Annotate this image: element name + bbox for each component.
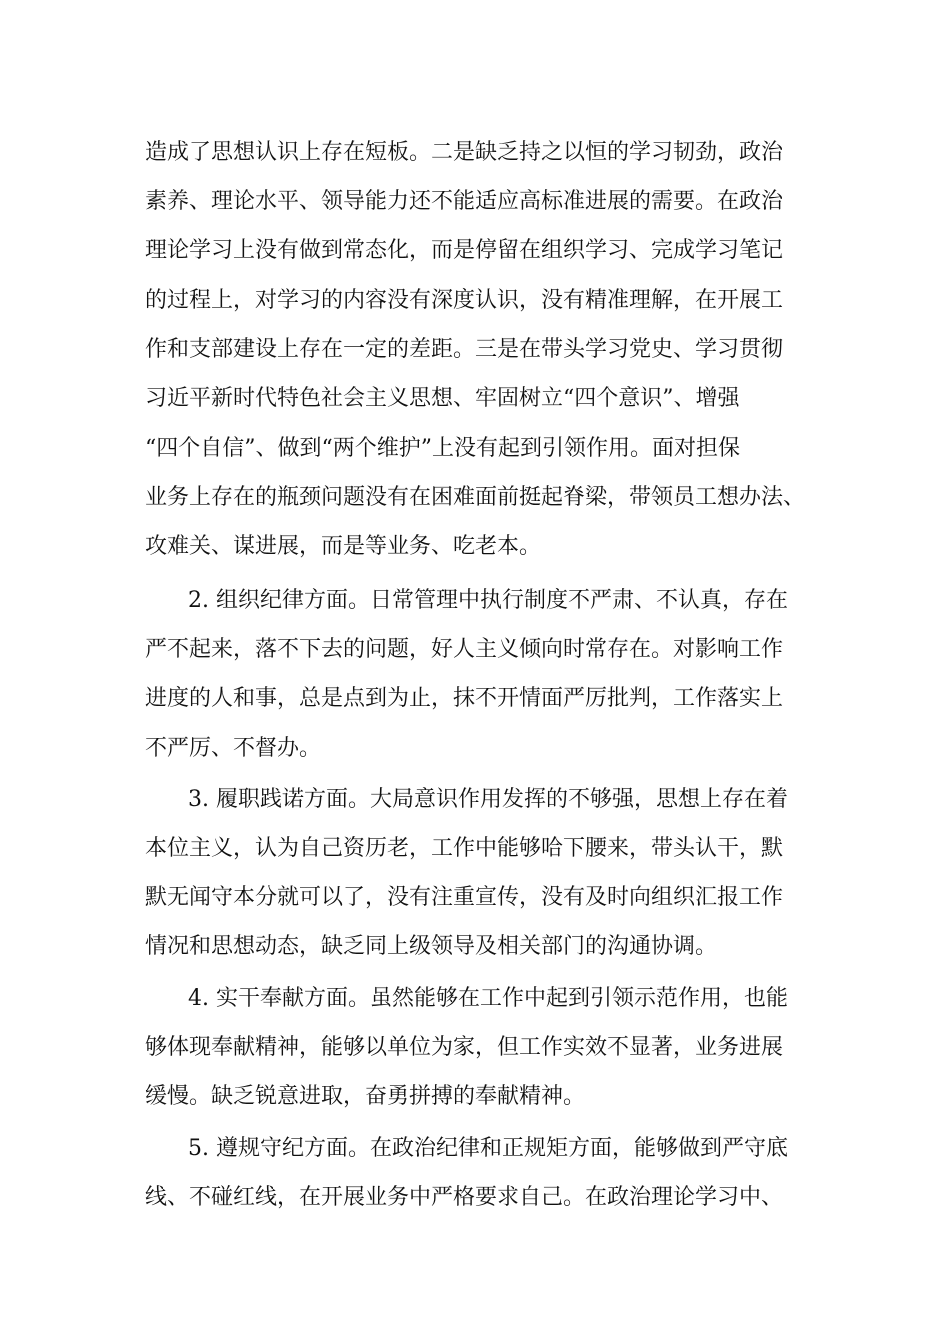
text-line: 严不起来，落不下去的问题，好人主义倾向时常存在。对影响工作 xyxy=(145,637,784,662)
text-line: 造成了思想认识上存在短板。二是缺乏持之以恒的学习韧劲，政治 xyxy=(145,140,784,165)
text-line: 够体现奉献精神，能够以单位为家，但工作实效不显著，业务进展 xyxy=(145,1035,784,1060)
text-line: 线、不碰红线，在开展业务中严格要求自己。在政治理论学习中、 xyxy=(145,1185,784,1210)
text-line: 不严厉、不督办。 xyxy=(145,736,322,761)
paragraph-heading-dedication: 4. 实干奉献方面。虽然能够在工作中起到引领示范作用，也能 xyxy=(188,986,788,1011)
text-line: 习近平新时代特色社会主义思想、牢固树立“四个意识”、增强 xyxy=(145,386,740,411)
text-line: 的过程上，对学习的内容没有深度认识，没有精准理解，在开展工 xyxy=(145,288,784,313)
text-line: 素养、理论水平、领导能力还不能适应高标准进展的需要。在政治 xyxy=(145,189,784,214)
text-line: 本位主义，认为自己资历老，工作中能够哈下腰来，带头认干，默 xyxy=(145,836,784,861)
text-line: 缓慢。缺乏锐意进取，奋勇拼搏的奉献精神。 xyxy=(145,1084,586,1109)
text-line: 默无闻守本分就可以了，没有注重宣传，没有及时向组织汇报工作 xyxy=(145,885,784,910)
text-line: 攻难关、谋进展，而是等业务、吃老本。 xyxy=(145,534,542,559)
text-line: 业务上存在的瓶颈问题没有在困难面前挺起脊梁，带领员工想办法、 xyxy=(145,485,806,510)
paragraph-heading-organization-discipline: 2. 组织纪律方面。日常管理中执行制度不严肃、不认真，存在 xyxy=(188,588,788,613)
paragraph-heading-duty-performance: 3. 履职践诺方面。大局意识作用发挥的不够强，思想上存在着 xyxy=(188,787,788,812)
text-line: 情况和思想动态，缺乏同上级领导及相关部门的沟通协调。 xyxy=(145,934,718,959)
text-line: 作和支部建设上存在一定的差距。三是在带头学习党史、学习贯彻 xyxy=(145,337,784,362)
text-line: 理论学习上没有做到常态化，而是停留在组织学习、完成学习笔记 xyxy=(145,238,784,263)
text-line: “四个自信”、做到“两个维护”上没有起到引领作用。面对担保 xyxy=(145,436,740,461)
text-line: 进度的人和事，总是点到为止，抹不开情面严厉批判，工作落实上 xyxy=(145,686,784,711)
paragraph-heading-discipline-compliance: 5. 遵规守纪方面。在政治纪律和正规矩方面，能够做到严守底 xyxy=(188,1136,788,1161)
